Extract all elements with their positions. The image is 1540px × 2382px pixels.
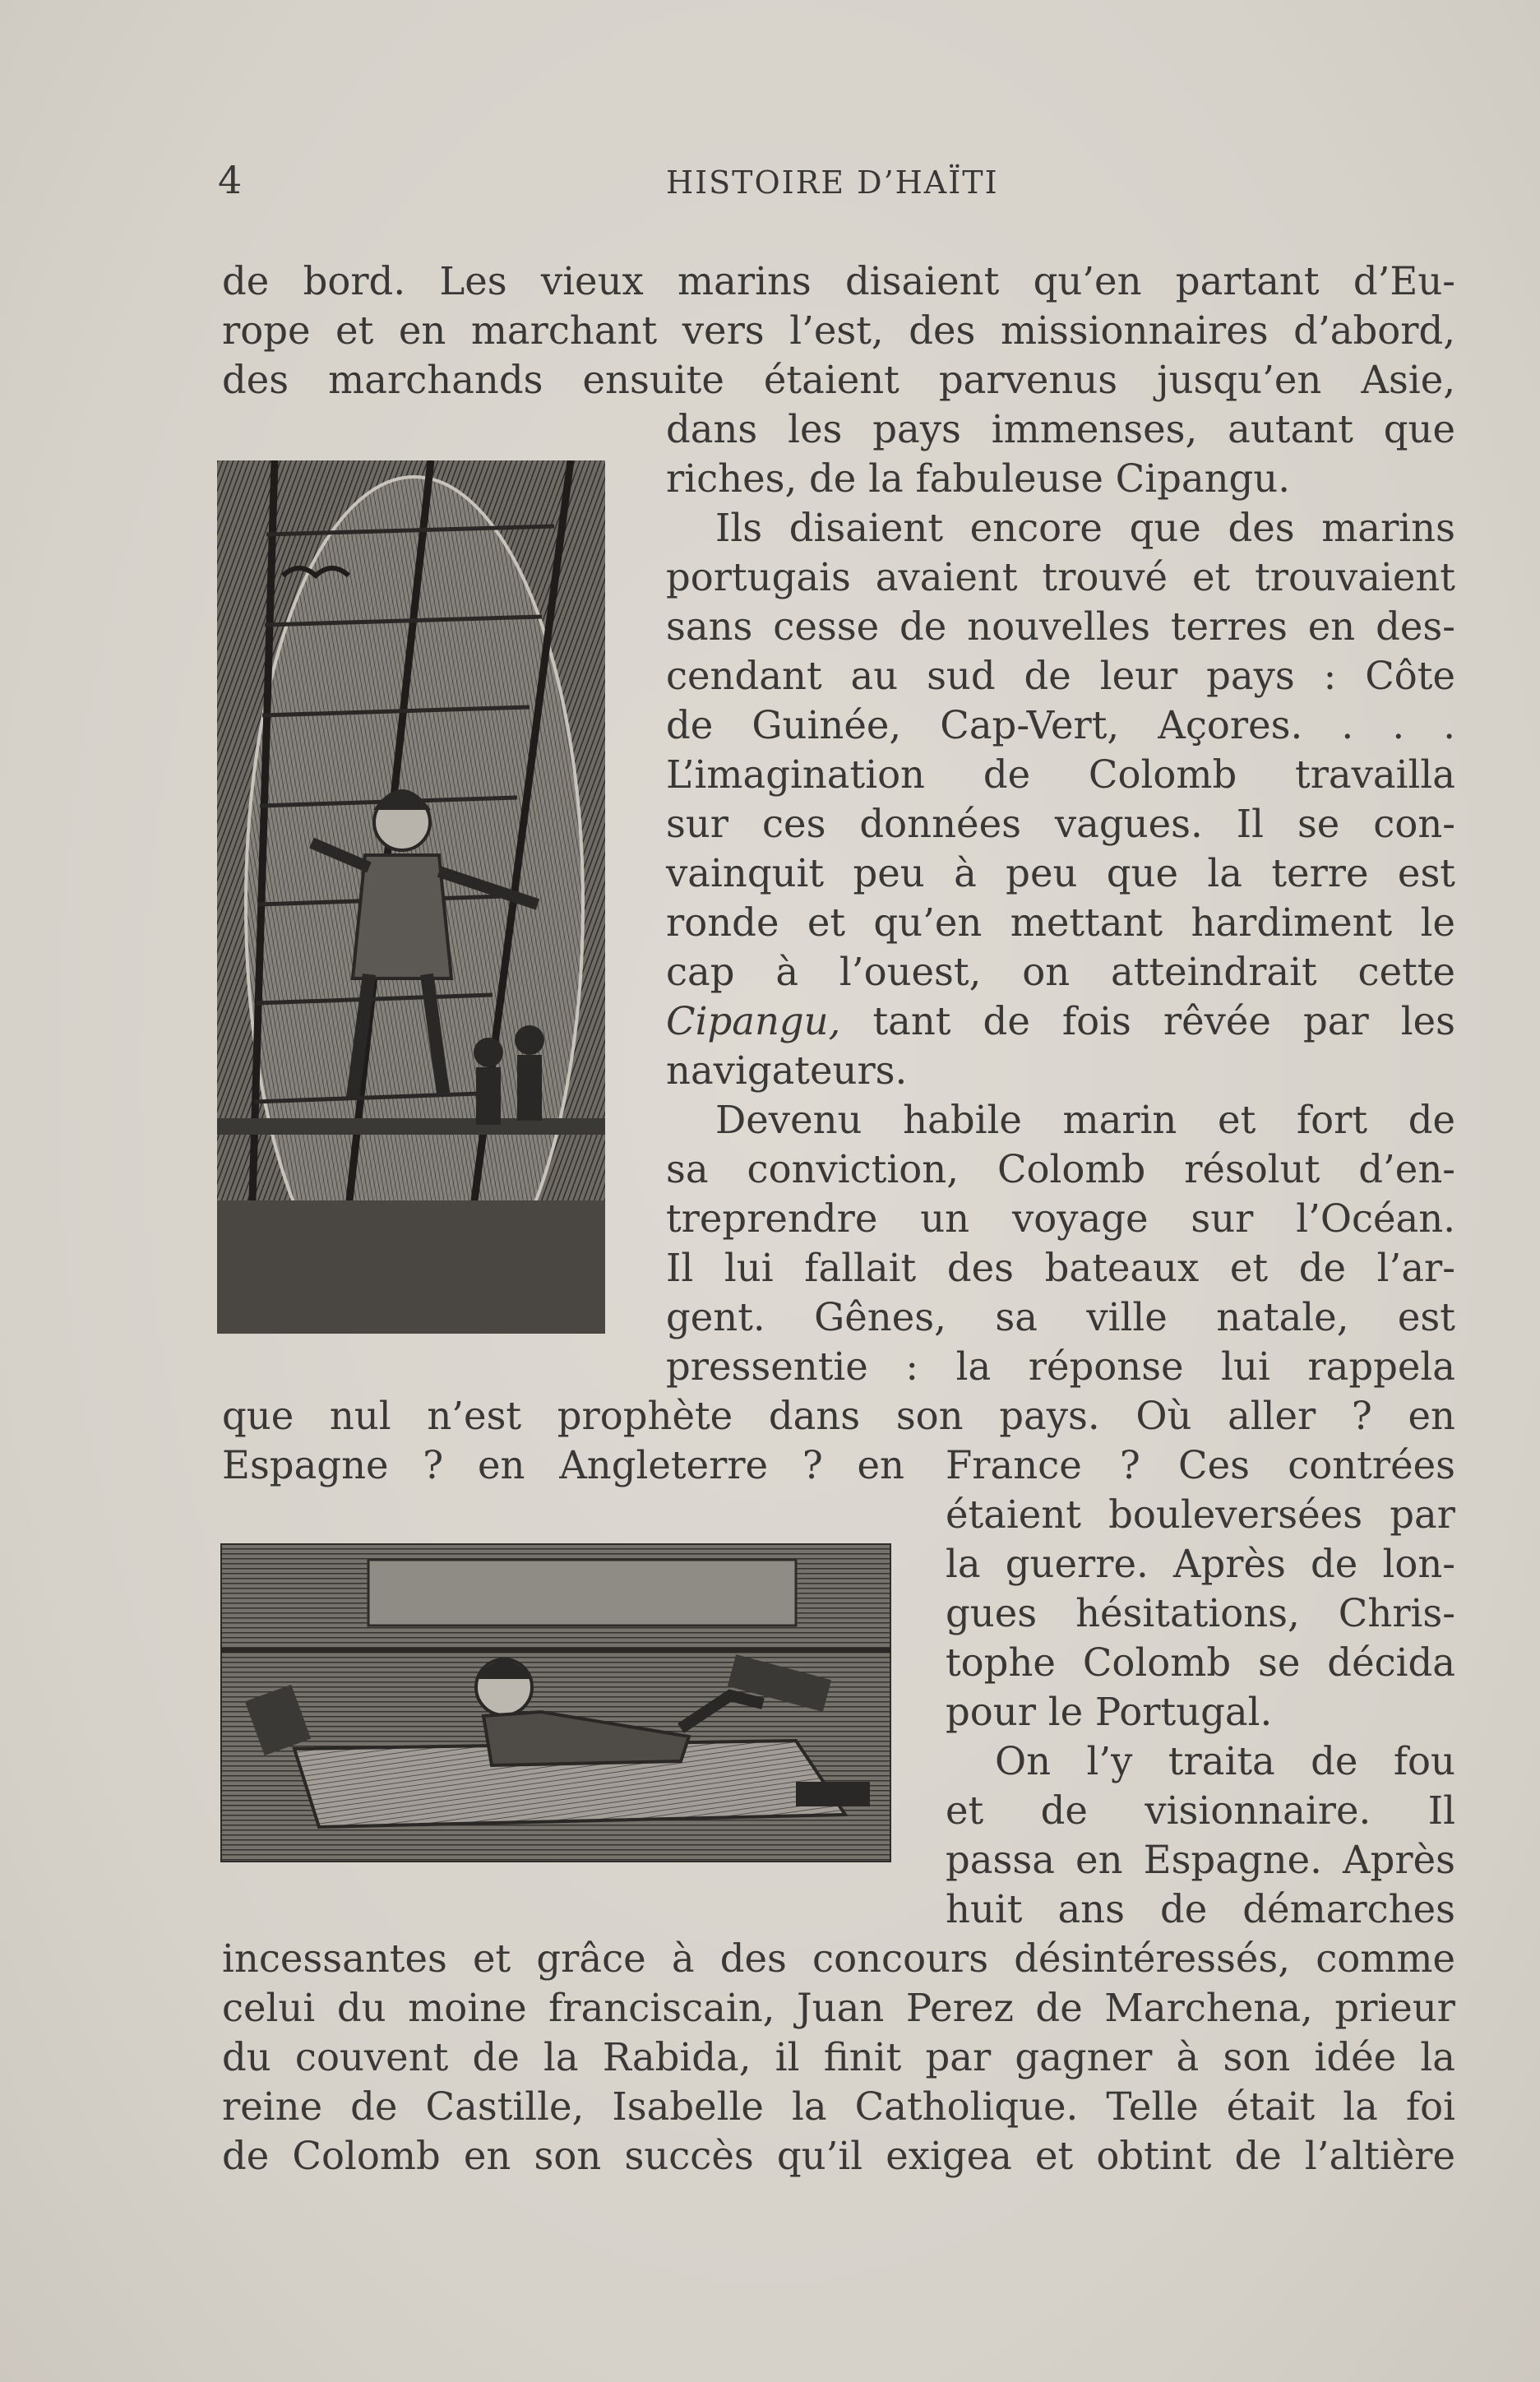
- text-line: Espagne ? en Angleterre ? en: [222, 1443, 904, 1487]
- text-line: de Guinée, Cap-Vert, Açores. . . .: [666, 703, 1455, 747]
- text-line: étaient bouleversées par: [946, 1492, 1455, 1537]
- text-line: cendant au sud de leur pays : Côte: [666, 654, 1455, 698]
- reading-boy-illustration: [220, 1543, 891, 1862]
- text-line: Ils disaient encore que des marins: [715, 506, 1455, 550]
- text-line: du couvent de la Rabida, il finit par gagner à son idée la: [222, 2035, 1455, 2079]
- text-line: Devenu habile marin et fort de: [715, 1098, 1455, 1142]
- text-line: passa en Espagne. Après: [946, 1838, 1455, 1882]
- text-line: France ? Ces contrées: [946, 1443, 1455, 1487]
- text-line: navigateurs.: [666, 1048, 908, 1093]
- text-line: On l’y traita de fou: [995, 1739, 1455, 1783]
- text-line: de Colomb en son succès qu’il exigea et obtint de l’altière: [222, 2134, 1455, 2178]
- text-line: sa conviction, Colomb résolut d’en-: [666, 1147, 1455, 1191]
- text-line: huit ans de démarches: [946, 1887, 1455, 1931]
- text-line: riches, de la fabuleuse Cipangu.: [666, 456, 1291, 501]
- text-line: tophe Colomb se décida: [946, 1640, 1455, 1685]
- text-line: sur ces données vagues. Il se con-: [666, 802, 1455, 846]
- text-line: celui du moine franciscain, Juan Perez de Marchena, prieur: [222, 1986, 1455, 2030]
- text-line: ronde et qu’en mettant hardiment le: [666, 900, 1455, 945]
- text-line: L’imagination de Colomb travailla: [666, 752, 1455, 797]
- running-head: [218, 158, 1459, 207]
- text-line: pressentie : la réponse lui rappela: [666, 1344, 1455, 1389]
- text-fragment: tant de fois rêvée par les: [872, 999, 1456, 1043]
- text-line: treprendre un voyage sur l’Océan.: [666, 1196, 1455, 1241]
- text-line: cap à l’ouest, on atteindrait cette: [666, 950, 1455, 994]
- text-line: sans cesse de nouvelles terres en des-: [666, 604, 1455, 649]
- text-line: et de visionnaire. Il: [946, 1788, 1455, 1833]
- text-line: portugais avaient trouvé et trouvaient: [666, 555, 1455, 599]
- text-line: rope et en marchant vers l’est, des missionnaires d’abord,: [222, 308, 1455, 353]
- rigging-illustration: [217, 460, 605, 1334]
- text-line: pour le Portugal.: [946, 1690, 1273, 1734]
- running-title: HISTOIRE D’HAÏTI: [666, 164, 999, 201]
- text-line: gues hésitations, Chris-: [946, 1591, 1455, 1635]
- text-line: vainquit peu à peu que la terre est: [666, 851, 1455, 895]
- text-line: Il lui fallait des bateaux et de l’ar-: [666, 1246, 1455, 1290]
- text-line: dans les pays immenses, autant que: [666, 407, 1455, 451]
- text-line: que nul n’est prophète dans son pays. Où aller ? en: [222, 1394, 1455, 1438]
- text-line: de bord. Les vieux marins disaient qu’en partant d’Eu-: [222, 259, 1455, 303]
- cipangu-italic: Cipangu,: [666, 999, 841, 1043]
- text-line: incessantes et grâce à des concours désintéressés, comme: [222, 1936, 1455, 1981]
- text-line: des marchands ensuite étaient parvenus jusqu’en Asie,: [222, 358, 1455, 402]
- page-number: 4: [218, 158, 243, 202]
- text-line: gent. Gênes, sa ville natale, est: [666, 1295, 1455, 1339]
- text-line: [666, 997, 1455, 1046]
- text-line: la guerre. Après de lon-: [946, 1542, 1455, 1586]
- text-line: reine de Castille, Isabelle la Catholique. Telle était la foi: [222, 2084, 1455, 2129]
